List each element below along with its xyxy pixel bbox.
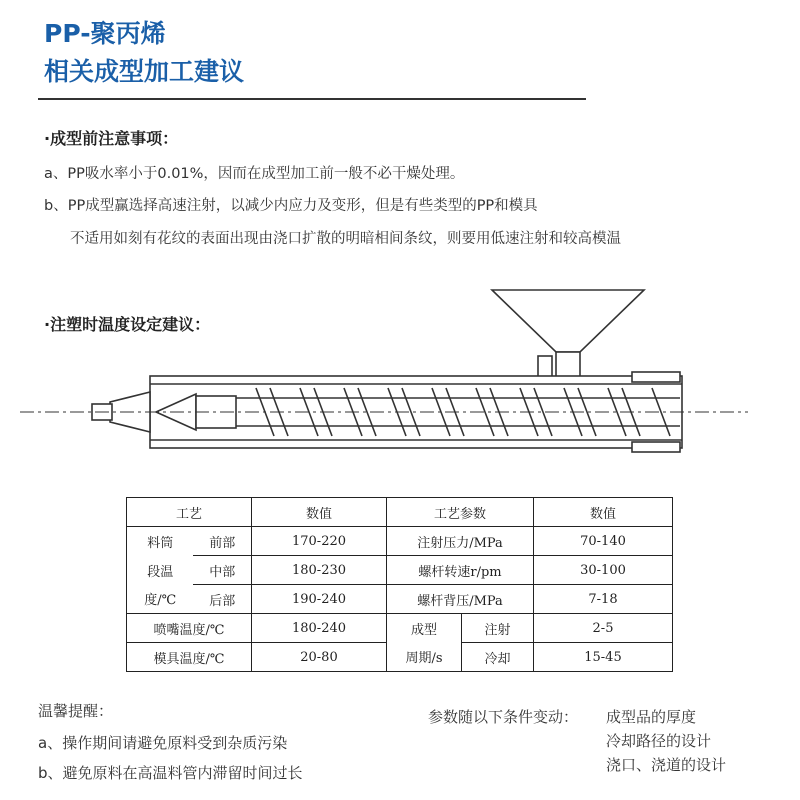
note-b-line1: b、PP成型赢选择高速注射，以减少内应力及变形，但是有些类型的PP和模具 xyxy=(44,198,538,214)
label-middle: 中部 xyxy=(193,556,251,585)
label-section: 段温 xyxy=(127,556,194,585)
header-param: 工艺参数 xyxy=(387,498,534,527)
value-front: 170-220 xyxy=(252,527,387,556)
label-rear: 后部 xyxy=(193,585,251,614)
label-cooling: 冷却 xyxy=(462,643,534,672)
section-heading-temperature: ·注塑时温度设定建议： xyxy=(44,315,211,334)
header-value: 数值 xyxy=(252,498,387,527)
table-row xyxy=(127,643,673,672)
table-row xyxy=(127,585,673,614)
title-divider xyxy=(38,98,586,100)
value-middle: 180-230 xyxy=(252,556,387,585)
label-injection: 注射 xyxy=(462,614,534,643)
value-mold-temp: 20-80 xyxy=(252,643,387,672)
header-value2: 数值 xyxy=(534,498,673,527)
condition-2: 冷却路径的设计 xyxy=(606,732,712,750)
tips-title: 温馨提醒： xyxy=(38,702,114,720)
label-cycle-2: 周期/s xyxy=(387,643,462,672)
value-nozzle-temp: 180-240 xyxy=(252,614,387,643)
conditions-label: 参数随以下条件变动： xyxy=(428,708,579,726)
table-row xyxy=(127,527,673,556)
tip-b: b、避免原料在高温料管内滞留时间过长 xyxy=(38,764,303,782)
note-b-line2: 不适用如刻有花纹的表面出现由浇口扩散的明暗相间条纹，则要用低速注射和较高模温 xyxy=(70,231,621,247)
label-back-pressure: 螺杆背压/MPa xyxy=(387,585,534,614)
label-front: 前部 xyxy=(193,527,251,556)
temperature-settings-table xyxy=(126,497,673,672)
value-back-pressure: 7-18 xyxy=(534,585,673,614)
value-screw-speed: 30-100 xyxy=(534,556,673,585)
label-mold-temp: 模具温度/℃ xyxy=(127,643,252,672)
label-screw-speed: 螺杆转速r/pm xyxy=(387,556,534,585)
table-row xyxy=(127,556,673,585)
section-heading-pre-molding: ·成型前注意事项： xyxy=(44,129,179,148)
note-a: a、PP吸水率小于0.01%，因而在成型加工前一般不必干燥处理。 xyxy=(44,166,465,182)
label-barrel: 料筒 xyxy=(127,527,194,556)
value-rear: 190-240 xyxy=(252,585,387,614)
value-injection: 2-5 xyxy=(534,614,673,643)
label-cycle-1: 成型 xyxy=(387,614,462,643)
header-process: 工艺 xyxy=(127,498,252,527)
tip-a: a、操作期间请避免原料受到杂质污染 xyxy=(38,734,288,752)
table-row xyxy=(127,614,673,643)
page-title-line1: PP-聚丙烯 xyxy=(44,19,166,48)
table-row xyxy=(127,498,673,527)
value-injection-pressure: 70-140 xyxy=(534,527,673,556)
condition-3: 浇口、浇道的设计 xyxy=(606,756,727,774)
injection-screw-diagram xyxy=(0,280,800,470)
label-nozzle-temp: 喷嘴温度/℃ xyxy=(127,614,252,643)
value-cooling: 15-45 xyxy=(534,643,673,672)
label-degree: 度/℃ xyxy=(127,585,194,614)
condition-1: 成型品的厚度 xyxy=(606,708,697,726)
label-injection-pressure: 注射压力/MPa xyxy=(387,527,534,556)
page-title-line2: 相关成型加工建议 xyxy=(44,57,245,86)
